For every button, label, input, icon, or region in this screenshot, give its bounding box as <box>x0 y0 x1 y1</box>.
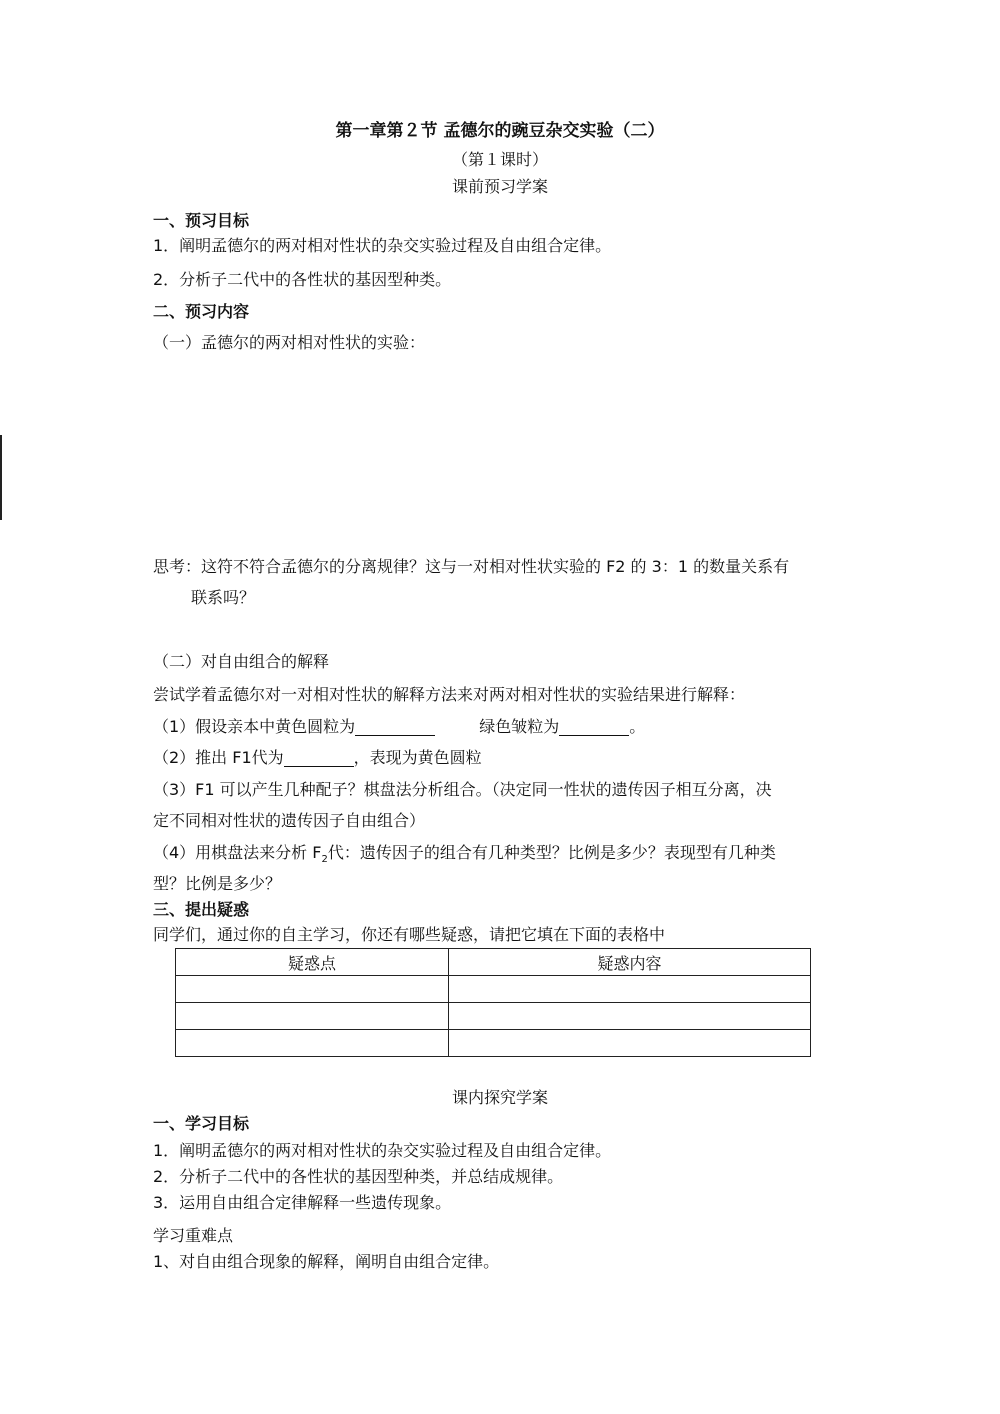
doc-title: 第一章第２节 孟德尔的豌豆杂交实验（二） <box>335 121 665 141</box>
table-header-row <box>176 949 811 976</box>
pre-content-heading: 二、预习内容 <box>153 302 250 321</box>
doubt-heading: 三、提出疑惑 <box>153 900 250 919</box>
table-cell[interactable] <box>176 1030 449 1057</box>
table-cell[interactable] <box>448 1003 810 1030</box>
pre-goal-1: 1．阐明孟德尔的两对相对性状的杂交实验过程及自由组合定律。 <box>153 236 612 255</box>
question-2 <box>153 748 482 767</box>
question-4-subscript: 2 <box>321 854 328 866</box>
question-4-line-2: 型？比例是多少？ <box>153 874 282 893</box>
in-class-goal-3: 3．运用自由组合定律解释一些遗传现象。 <box>153 1193 452 1212</box>
part-1-heading: （一）孟德尔的两对相对性状的实验： <box>153 333 426 352</box>
question-4-part-b: 代：遗传因子的组合有几种类型？比例是多少？表现型有几种类 <box>327 843 776 862</box>
answer-blank-green-wrinkled[interactable] <box>559 719 629 736</box>
key-points-heading: 学习重难点 <box>153 1226 234 1245</box>
question-1-part-b: 绿色皱粒为 <box>479 717 560 736</box>
section-pre-title: 课前预习学案 <box>451 177 548 196</box>
table-cell[interactable] <box>176 1003 449 1030</box>
question-1-part-a: （1）假设亲本中黄色圆粒为 <box>153 717 356 736</box>
question-2-part-a: （2）推出 F1代为 <box>153 748 284 767</box>
in-class-goal-2: 2．分析子二代中的各性状的基因型种类，并总结成规律。 <box>153 1167 564 1186</box>
question-1-end: 。 <box>629 717 646 736</box>
question-1 <box>153 717 645 736</box>
table-row <box>176 1030 811 1057</box>
try-text: 尝试学着孟德尔对一对相对性状的解释方法来对两对相对性状的实验结果进行解释： <box>153 685 746 704</box>
section-in-class-title: 课内探究学案 <box>451 1088 548 1107</box>
think-line-2: 联系吗？ <box>191 588 256 607</box>
doubt-text: 同学们，通过你的自主学习，你还有哪些疑惑，请把它填在下面的表格中 <box>153 925 666 944</box>
table-header-content: 疑惑内容 <box>448 949 810 976</box>
question-4-part-a: （4）用棋盘法来分析 F <box>153 843 322 862</box>
table-row <box>176 1003 811 1030</box>
question-4-line-1 <box>153 843 776 866</box>
table-cell[interactable] <box>176 976 449 1003</box>
table-cell[interactable] <box>448 976 810 1003</box>
table-row <box>176 976 811 1003</box>
question-2-part-b: ，表现为黄色圆粒 <box>353 748 482 767</box>
in-class-goal-1: 1．阐明孟德尔的两对相对性状的杂交实验过程及自由组合定律。 <box>153 1141 612 1160</box>
table-cell[interactable] <box>448 1030 810 1057</box>
pre-goals-heading: 一、预习目标 <box>153 211 250 230</box>
table-header-point: 疑惑点 <box>176 949 449 976</box>
lesson-label: （第１课时） <box>451 150 548 169</box>
margin-bar <box>0 435 2 520</box>
doubt-table <box>175 948 811 1057</box>
think-line-1: 思考：这符不符合孟德尔的分离规律？这与一对相对性状实验的 F2 的 3：1 的数量关系有 <box>153 557 790 576</box>
answer-blank-f1[interactable] <box>284 750 354 767</box>
key-point-1: 1、对自由组合现象的解释，阐明自由组合定律。 <box>153 1252 500 1271</box>
pre-goal-2: 2．分析子二代中的各性状的基因型种类。 <box>153 270 452 289</box>
part-2-heading: （二）对自由组合的解释 <box>153 652 330 671</box>
question-3-line-2: 定不同相对性状的遗传因子自由组合） <box>153 811 426 830</box>
question-3-line-1: （3）F1 可以产生几种配子？棋盘法分析组合。（决定同一性状的遗传因子相互分离，决 <box>153 780 772 799</box>
answer-blank-yellow-round[interactable] <box>355 719 435 736</box>
in-class-goals-heading: 一、学习目标 <box>153 1114 250 1133</box>
